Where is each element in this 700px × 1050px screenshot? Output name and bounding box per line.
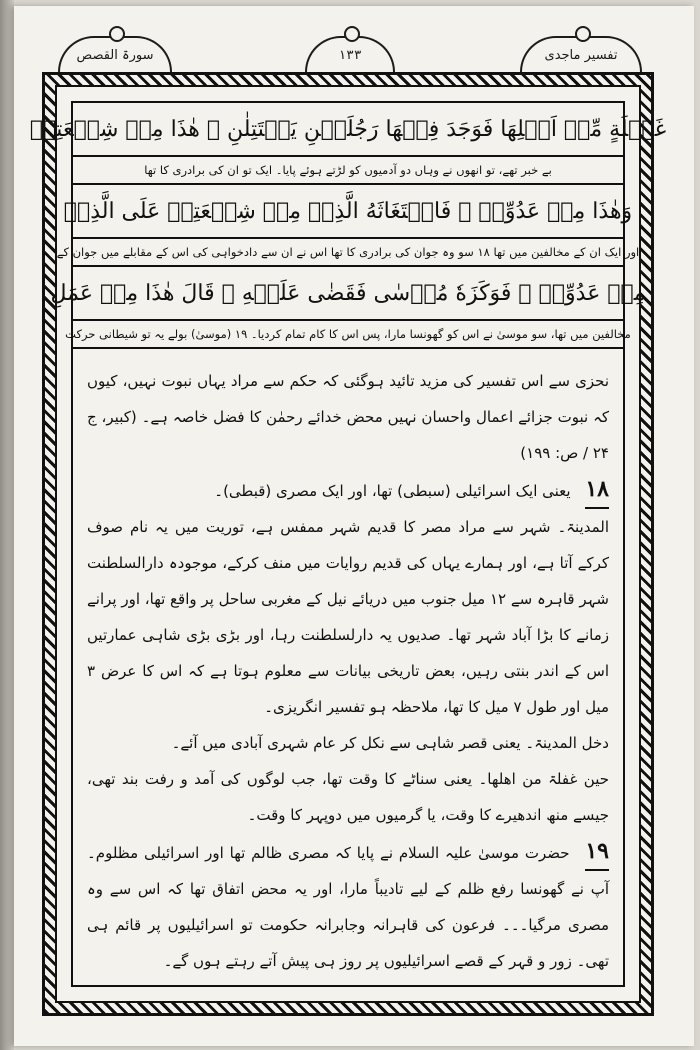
note-number-18: ۱۸ [585, 471, 609, 509]
commentary-para: دخل المدینۃ۔ یعنی قصر شاہی سے نکل کر عام شہری آبادی میں آئے۔ [171, 734, 609, 752]
verse-translation-1: بے خبر تھے، تو انھوں نے وہاں دو آدمیوں کو لڑتے ہوئے پایا۔ ایک تو ان کی برادری کا تھا [73, 157, 623, 185]
commentary-note-18 [87, 471, 609, 509]
note-text: یعنی ایک اسرائیلی (سبطی) تھا، اور ایک مصری (قبطی)۔ [214, 482, 571, 500]
book-title-header: تفسیر ماجدی [520, 36, 642, 72]
note-number-19: ۱۹ [585, 833, 609, 871]
verse-arabic-1: غَفۡلَةٍ مِّنۡ اَهۡلِهَا فَوَجَدَ فِيۡهَا رَجُلَيۡنِ يَقۡتَتِلٰنِ ؗ هٰذَا مِنۡ شِيۡعَتِهٖ [73, 103, 623, 157]
commentary-para: نحزی سے اس تفسیر کی مزید تائید ہوگئی کہ حکم سے مراد یہاں نبوت نہیں، کیوں کہ نبوت جزائے اعمال واحسان نہیں محض خدائے رحمٰن کا فضل خاصہ ہے۔ (کبیر، ج ۲۴ / ص: ۱۹۹) [87, 372, 609, 462]
ornamental-border [29, 72, 667, 1016]
page-content [29, 101, 667, 987]
verse-translation-2: اور ایک ان کے مخالفین میں تھا ۱۸ سو وہ جوان کی برادری کا تھا اس نے ان سے دادخواہی کی اس کے مقابلے میں جوان کے [73, 239, 623, 267]
commentary-para: المدینۃ۔ شہر سے مراد مصر کا قدیم شہر ممفس ہے، توریت میں یہ نام صوف کرکے آتا ہے، اور ہمارے یہاں کی قدیم روایات میں منف کرکے، موجودہ دارالسلطنت شہر قاہرہ سے ۱۲ میل جنوب میں دریائے نیل کے مغربی ساحل پر واقع تھا، اور پرانے زمانے کا بڑا آباد شہر تھا۔ صدیوں یہ دارلسلطنت رہا، اور بڑی بڑی شاہی عمارتیں اس کے اندر بنتی رہیں، بعض تاریخی بیانات سے معلوم ہوتا ہے کہ اس کا عرض ۳ میل اور طول ۷ میل کا تھا، ملاحظہ ہو تفسیر انگریزی۔ [87, 518, 609, 716]
commentary-note-19 [87, 833, 609, 979]
page-number: ۱۳۳ [305, 36, 395, 72]
inner-border [29, 85, 667, 1003]
note-text: حضرت موسیٰ علیہ السلام نے پایا کہ مصری ظالم تھا اور اسرائیلی مظلوم۔ آپ نے گھونسا رفع ظلم کے لیے تادیباً مارا، اور یہ محض اتفاق تھا کہ اس سے وہ مصری مرگیا۔۔۔ فرعون کی قاہرانہ وجابرانہ حکومت تو اسرائیلیوں پر قائم ہی تھی۔ زور و قہر کے قصے اسرائیلیوں پر روز ہی پیش آتے رہتے ہوں گے۔ [87, 844, 609, 970]
commentary-para: حین غفلۃ من اھلھا۔ یعنی سناٹے کا وقت تھا، جب لوگوں کی آمد و رفت بند تھی، جیسے منھ اندھیرے کا وقت، یا گرمیوں میں دوپہر کا وقت۔ [87, 770, 609, 824]
verse-arabic-3: مِنۡ عَدُوِّهٖ ۙ فَوَكَزَهٗ مُوۡسٰى فَقَضٰى عَلَيۡهِ ۖ قَالَ هٰذَا مِنۡ عَمَلِ [73, 267, 623, 321]
verse-arabic-2: وَهٰذَا مِنۡ عَدُوِّهٖ ۚ فَاسۡتَغَاثَهُ الَّذِىۡ مِنۡ شِيۡعَتِهٖ عَلَى الَّذِىۡ [73, 185, 623, 239]
surah-name-header: سورۃ القصص [58, 36, 172, 72]
verse-translation-3: مخالفین میں تھا، سو موسیٰ نے اس کو گھونسا مارا، پس اس کا کام تمام کردیا۔ ۱۹ (موسیٰ) بولے یہ تو شیطانی حرکت [73, 321, 623, 349]
commentary [73, 349, 623, 979]
book-gutter [0, 0, 14, 1050]
